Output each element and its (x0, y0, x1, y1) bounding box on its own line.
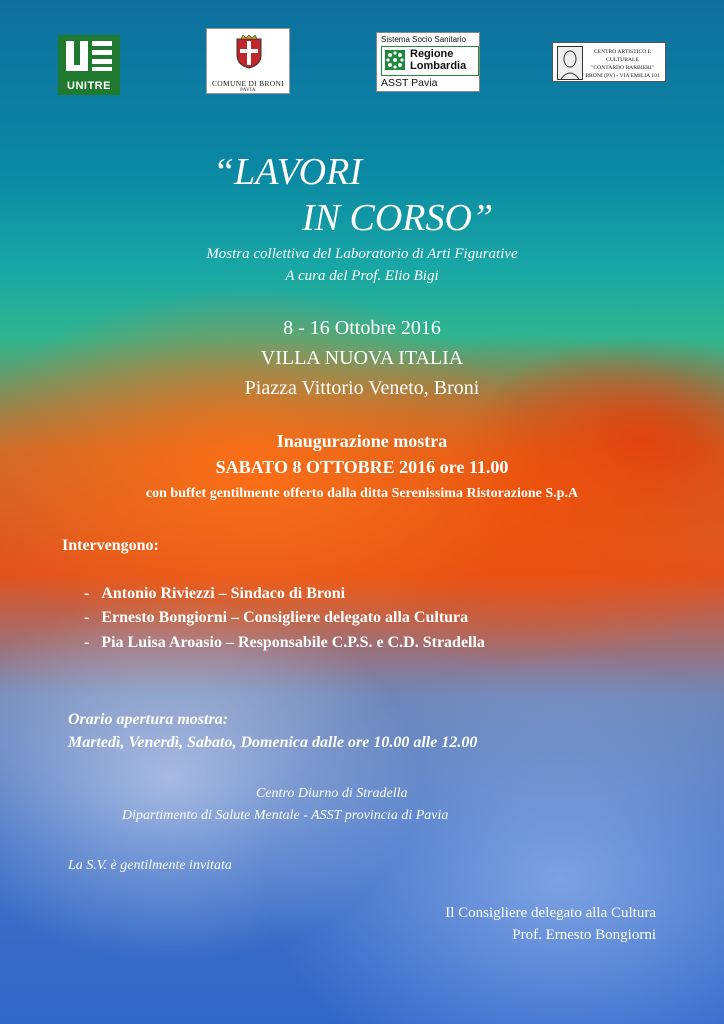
regione-top-label: Sistema Socio Sanitario (381, 35, 466, 44)
regione-name-line1: Regione (410, 48, 454, 60)
speaker-name: Antonio Riviezzi – Sindaco di Broni (101, 585, 346, 602)
shield-icon (235, 35, 263, 69)
centro-line1: CENTRO ARTISTICO E CULTURALE (593, 49, 652, 63)
organizer-line1: Centro Diurno di Stradella (256, 786, 408, 801)
title-line1: “LAVORI (213, 151, 362, 193)
regione-lombardia-logo (376, 32, 480, 92)
speaker-bullet: - (84, 609, 90, 626)
comune-label: COMUNE DI BRONI (212, 79, 284, 88)
centro-artistico-logo (552, 42, 666, 82)
signature-role: Il Consigliere delegato alla Cultura (445, 905, 656, 921)
centro-text (583, 48, 662, 80)
inauguration-datetime: SABATO 8 OTTOBRE 2016 ore 11.00 (215, 457, 509, 477)
speaker-name: Pia Luisa Aroasio – Responsabile C.P.S. e C.D. Stradella (101, 634, 485, 651)
inauguration-buffet: con buffet gentilmente offerto dalla ditta Serenissima Ristorazione S.p.A (145, 486, 579, 501)
organizer-line2: Dipartimento di Salute Mentale - ASST provincia di Pavia (122, 808, 449, 823)
speaker-item (84, 609, 468, 627)
rosa-camuna-icon (385, 50, 405, 70)
centro-line3: BRONI (PV) - VIA EMILIA 101 (585, 73, 660, 79)
regione-box (381, 46, 479, 76)
portrait-icon (557, 46, 583, 80)
asst-pavia-label: ASST Pavia (381, 77, 438, 89)
comune-di-broni-logo (206, 28, 290, 94)
inauguration-heading: Inaugurazione mostra (276, 431, 448, 451)
subtitle-line1: Mostra collettiva del Laboratorio di Arti Figurative (206, 246, 518, 262)
comune-sublabel: PAVIA (240, 88, 256, 93)
invite-text: La S.V. è gentilmente invitata (68, 858, 232, 873)
speaker-item (84, 585, 345, 603)
hours-heading: Orario apertura mostra: (68, 711, 229, 728)
speakers-heading: Intervengono: (62, 537, 159, 554)
unitre-logo (58, 35, 120, 95)
centro-line2: "CONTARDO BARBIERI" (591, 65, 654, 71)
signature-name: Prof. Ernesto Bongiorni (512, 927, 656, 943)
unitre-label: UNITRE (67, 80, 111, 92)
regione-name (410, 48, 466, 72)
unitre-mark-icon (66, 41, 112, 75)
speaker-name: Ernesto Bongiorni – Consigliere delegato alla Cultura (101, 609, 469, 626)
event-address: Piazza Vittorio Veneto, Broni (244, 377, 480, 399)
hours-text: Martedì, Venerdì, Sabato, Domenica dalle ore 10.00 alle 12.00 (68, 734, 478, 751)
regione-name-line2: Lombardia (410, 60, 467, 72)
subtitle-line2: A cura del Prof. Elio Bigi (285, 268, 439, 284)
speaker-bullet: - (84, 634, 90, 651)
speaker-item (84, 634, 485, 652)
title-line2: IN CORSO” (302, 197, 494, 239)
event-venue: VILLA NUOVA ITALIA (260, 347, 464, 369)
event-dates: 8 - 16 Ottobre 2016 (283, 317, 441, 339)
speaker-bullet: - (84, 585, 90, 602)
